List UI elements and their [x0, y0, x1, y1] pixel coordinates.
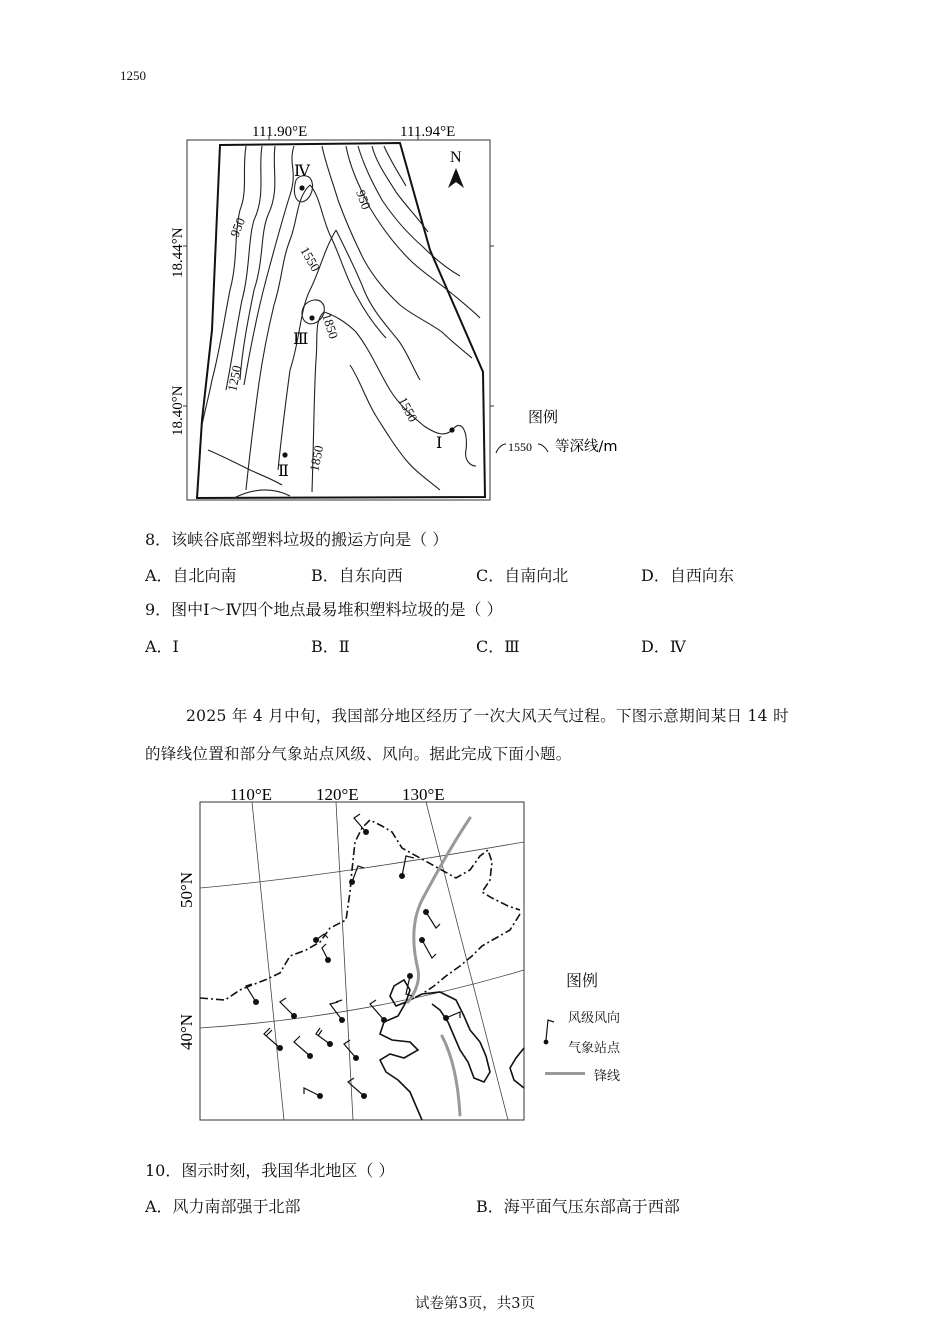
map2-legend-station: 气象站点	[568, 1041, 621, 1056]
lon-label-2: 111.94°E	[400, 124, 456, 140]
weather-front-map	[170, 780, 660, 1125]
contour-label: 1550	[297, 244, 324, 275]
contour-label: 950	[226, 215, 249, 240]
contour-label: 1250	[120, 68, 146, 83]
passage-line-1: 2025 年 4 月中旬，我国部分地区经历了一次大风天气过程。下图示意期间某日 14 时	[186, 707, 789, 725]
contour-label: 1850	[319, 311, 342, 341]
q8-stem: 8．该峡谷底部塑料垃圾的搬运方向是（ ）	[145, 530, 449, 549]
q9-option-a[interactable]: A．Ⅰ	[145, 637, 179, 656]
lat-label-40: 40°N	[177, 1013, 196, 1050]
wind-barb-icon	[540, 1016, 560, 1046]
lat-label-1: 18.44°N	[170, 227, 186, 278]
point-label-2: Ⅱ	[278, 463, 289, 480]
page-footer: 试卷第3页，共3页	[415, 1296, 535, 1312]
q9-option-d[interactable]: D．Ⅳ	[641, 637, 686, 656]
q9-option-b[interactable]: B．Ⅱ	[311, 637, 350, 656]
canyon-contour-map	[120, 68, 650, 510]
lat-label-2: 18.40°N	[170, 385, 186, 436]
lon-label-120: 120°E	[316, 785, 359, 804]
legend-title: 图例	[528, 408, 559, 426]
north-arrow-icon	[448, 168, 464, 188]
map2-legend-front: 锋线	[594, 1069, 621, 1084]
front-line-icon	[545, 1072, 585, 1075]
point-label-1: Ⅰ	[436, 435, 443, 452]
q8-option-c[interactable]: C．自南向北	[476, 566, 569, 585]
q10-option-b[interactable]: B．海平面气压东部高于西部	[476, 1197, 680, 1216]
point-label-3: Ⅲ	[293, 331, 309, 348]
contour-label: 1250	[224, 364, 245, 393]
q8-option-a[interactable]: A．自北向南	[145, 566, 237, 585]
contour-label: 1550	[395, 394, 421, 425]
q10-option-a[interactable]: A．风力南部强于北部	[145, 1197, 301, 1216]
map2-legend-title: 图例	[566, 971, 599, 990]
point-label-4: Ⅳ	[294, 163, 310, 180]
passage-line-2: 的锋线位置和部分气象站点风级、风向。据此完成下面小题。	[145, 745, 572, 763]
legend-value: 1550	[508, 440, 532, 454]
lon-label-130: 130°E	[402, 785, 445, 804]
q8-option-b[interactable]: B．自东向西	[311, 566, 403, 585]
legend-text: 等深线/m	[555, 439, 618, 455]
contour-label: 1850	[306, 444, 327, 473]
lat-label-50: 50°N	[177, 871, 196, 908]
map2-legend-wind: 风级风向	[568, 1011, 621, 1026]
q9-stem: 9．图中Ⅰ～Ⅳ四个地点最易堆积塑料垃圾的是（ ）	[145, 600, 503, 619]
lon-label-110: 110°E	[230, 785, 273, 804]
contour-label: 950	[353, 187, 374, 212]
q10-stem: 10．图示时刻，我国华北地区（ ）	[145, 1161, 395, 1180]
north-label: N	[450, 149, 462, 166]
q8-option-d[interactable]: D．自西向东	[641, 566, 734, 585]
lon-label-1: 111.90°E	[252, 124, 308, 140]
q9-option-c[interactable]: C．Ⅲ	[476, 637, 520, 656]
